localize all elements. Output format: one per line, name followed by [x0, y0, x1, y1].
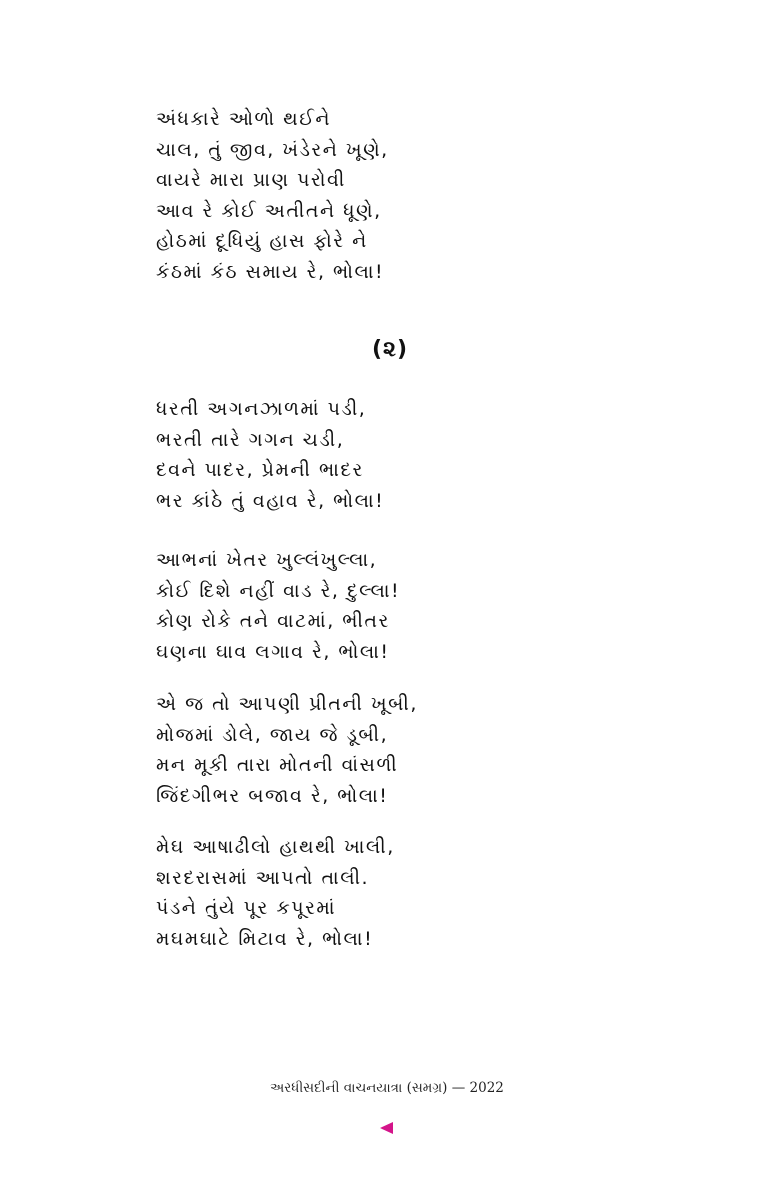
- triangle-left-icon[interactable]: [380, 1122, 393, 1134]
- poem-line: આભનાં ખેતર ખુલ્લંખુલ્લા,: [156, 549, 378, 571]
- poem-line: ધરતી અગનઝાળમાં પડી,: [156, 398, 367, 420]
- stanza-4: [156, 689, 418, 811]
- poem-line: મઘમઘાટે મિટાવ રે, ભોલા!: [156, 927, 374, 950]
- poem-line: શરદરાસમાં આપતો તાલી.: [156, 866, 370, 889]
- section-number: (૨): [372, 337, 409, 362]
- poem-line: કોઈ દિશે નહીં વાડ રે, દુલ્લા!: [156, 579, 401, 602]
- stanza-3: [156, 545, 400, 667]
- poem-line: મન મૂકી તારા મોતની વાંસળી: [156, 754, 399, 776]
- poem-line: ભર કાંઠે તું વહાવ રે, ભોલા!: [156, 489, 385, 512]
- poem-line: વાયરે મારા પ્રાણ પરોવી: [156, 169, 346, 191]
- page-footer: અરધીસદીની વાચનયાત્રા (સમગ્ર) — 2022: [270, 1080, 504, 1096]
- poem-line: હોઠમાં દૂધિયું હાસ ફોરે ને: [156, 230, 368, 252]
- poem-line: પંડને તુંયે પૂર કપૂરમાં: [156, 897, 336, 919]
- stanza-5: [156, 832, 395, 954]
- stanza-2: [156, 394, 384, 516]
- stanza-1: [156, 104, 389, 287]
- poem-line: ભરતી તારે ગગન ચડી,: [156, 428, 345, 451]
- poem-line: અંધકારે ઓળો થઈને: [156, 108, 332, 130]
- poem-line: દવને પાદર, પ્રેમની ભાદર: [156, 459, 364, 481]
- poem-line: ઘણના ઘાવ લગાવ રે, ભોલા!: [156, 640, 390, 663]
- poem-line: એ જ તો આપણી પ્રીતની ખૂબી,: [156, 693, 418, 715]
- poem-line: આવ રે કોઈ અતીતને ધૂણે,: [156, 199, 382, 222]
- poem-line: જિંદગીભર બજાવ રે, ભોલા!: [156, 784, 389, 807]
- poem-line: મેઘ આષાઢીલો હાથથી ખાલી,: [156, 836, 395, 858]
- poem-line: મોજમાં ડોલે, જાય જે ડૂબી,: [156, 723, 389, 746]
- poem-line: કંઠમાં કંઠ સમાય રે, ભોલા!: [156, 260, 385, 283]
- poem-line: કોણ રોકે તને વાટમાં, ભીતર: [156, 610, 390, 632]
- poem-line: ચાલ, તું જીવ, ખંડેરને ખૂણે,: [156, 138, 389, 161]
